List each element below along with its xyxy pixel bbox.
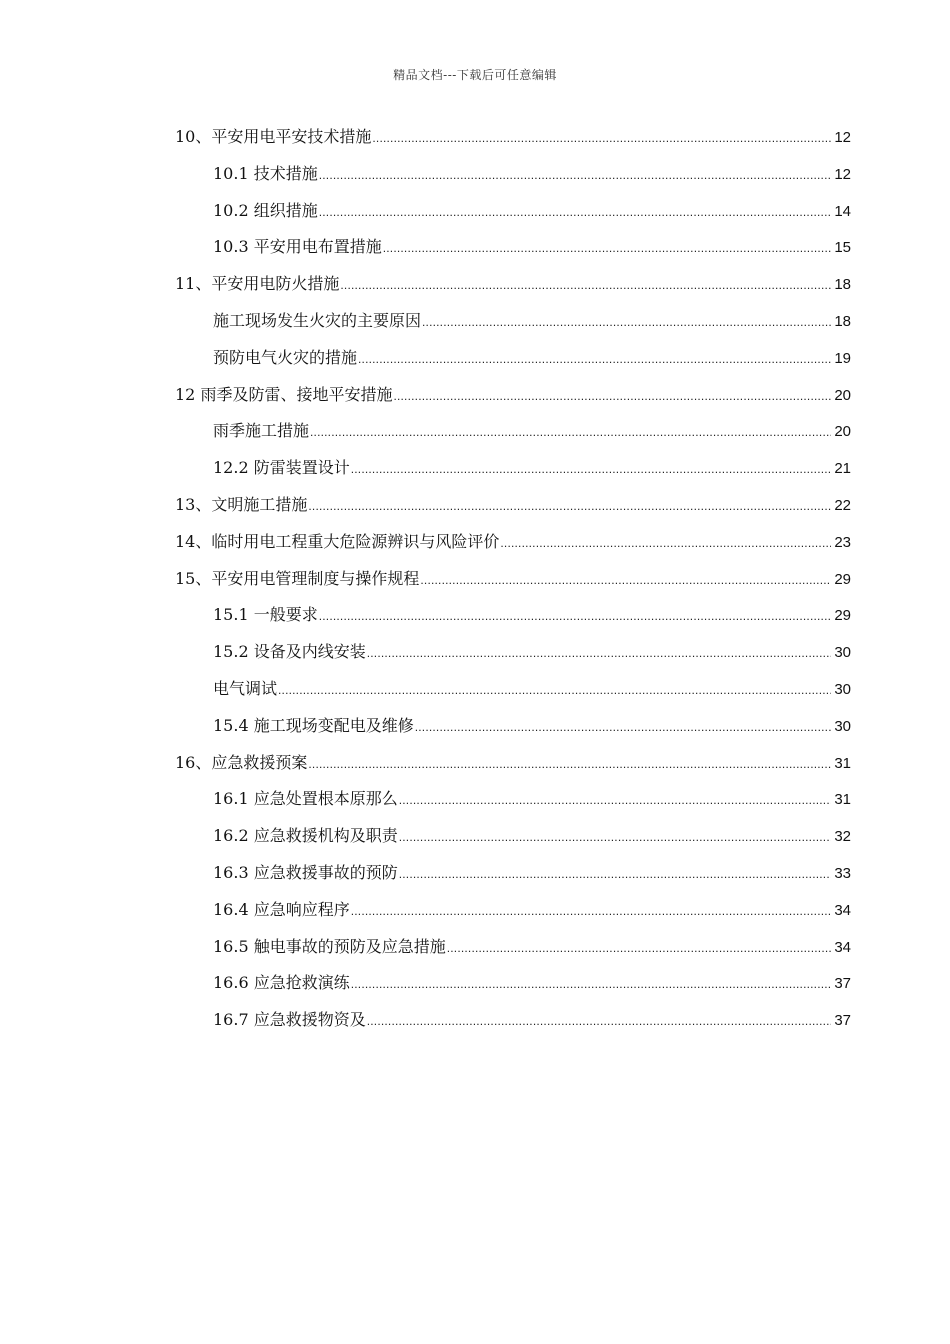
toc-entry[interactable]: [175, 340, 851, 377]
toc-entry-label: 10.2 组织措施: [213, 200, 318, 220]
toc-entry[interactable]: [175, 965, 851, 1002]
toc-entry-label: 施工现场发生火灾的主要原因: [213, 310, 422, 330]
toc-entry[interactable]: [175, 818, 851, 855]
toc-dot-leader: [351, 451, 831, 488]
toc-entry-page-number: 29: [834, 570, 851, 588]
toc-entry-page-number: 14: [834, 202, 851, 220]
toc-entry-page-number: 30: [834, 680, 851, 698]
toc-entry-label: 12 雨季及防雷、接地平安措施: [175, 384, 393, 404]
toc-entry-page-number: 15: [834, 239, 851, 257]
toc-entry-page-number: 37: [834, 975, 851, 993]
toc-entry[interactable]: [175, 892, 851, 929]
toc-entry-label: 雨季施工措施: [213, 421, 310, 441]
toc-entry-label: 15.2 设备及内线安装: [213, 642, 366, 662]
toc-entry-label: 15.4 施工现场变配电及维修: [213, 715, 414, 735]
toc-entry-page-number: 30: [834, 717, 851, 735]
toc-entry[interactable]: [175, 671, 851, 708]
toc-dot-leader: [447, 930, 831, 967]
toc-dot-leader: [420, 562, 831, 599]
toc-entry-page-number: 30: [834, 644, 851, 662]
toc-dot-leader: [422, 304, 831, 341]
toc-entry-label: 16.7 应急救援物资及: [213, 1010, 366, 1030]
toc-dot-leader: [383, 230, 831, 267]
toc-entry-page-number: 37: [834, 1012, 851, 1030]
toc-entry-page-number: 29: [834, 607, 851, 625]
toc-dot-leader: [399, 856, 831, 893]
toc-entry-page-number: 12: [834, 165, 851, 183]
toc-entry[interactable]: [175, 524, 851, 561]
page-header: 精品文档---下载后可任意编辑: [393, 68, 557, 82]
toc-entry-label: 10.1 技术措施: [213, 163, 318, 183]
toc-dot-leader: [310, 414, 831, 451]
toc-entry-page-number: 20: [834, 386, 851, 404]
toc-dot-leader: [278, 672, 831, 709]
toc-dot-leader: [351, 966, 831, 1003]
toc-entry-label: 15、平安用电管理制度与操作规程: [175, 568, 420, 588]
toc-entry-label: 16.5 触电事故的预防及应急措施: [213, 936, 446, 956]
toc-dot-leader: [367, 1003, 831, 1040]
toc-entry-label: 11、平安用电防火措施: [175, 274, 340, 294]
toc-dot-leader: [372, 120, 831, 157]
toc-entry[interactable]: [175, 781, 851, 818]
toc-entry-label: 12.2 防雷装置设计: [213, 458, 350, 478]
toc-entry-label: 16.2 应急救援机构及职责: [213, 826, 398, 846]
toc-entry[interactable]: [175, 156, 851, 193]
toc-entry-page-number: 32: [834, 828, 851, 846]
toc-entry-page-number: 19: [834, 349, 851, 367]
toc-entry-label: 15.1 一般要求: [213, 605, 318, 625]
toc-entry-label: 16、应急救援预案: [175, 752, 308, 772]
toc-entry[interactable]: [175, 561, 851, 598]
toc-dot-leader: [367, 635, 831, 672]
toc-entry-page-number: 31: [834, 791, 851, 809]
toc-entry[interactable]: [175, 266, 851, 303]
toc-entry-page-number: 31: [834, 754, 851, 772]
toc-dot-leader: [500, 525, 831, 562]
toc-entry[interactable]: [175, 929, 851, 966]
toc-entry-label: 16.4 应急响应程序: [213, 899, 350, 919]
toc-entry-page-number: 12: [834, 129, 851, 146]
toc-entry-label: 16.3 应急救援事故的预防: [213, 862, 398, 882]
toc-entry-label: 16.6 应急抢救演练: [213, 973, 350, 993]
toc-dot-leader: [358, 341, 831, 378]
toc-entry-label: 预防电气火灾的措施: [213, 347, 358, 367]
toc-dot-leader: [308, 746, 831, 783]
toc-entry[interactable]: [175, 450, 851, 487]
toc-dot-leader: [393, 378, 831, 415]
toc-entry[interactable]: [175, 745, 851, 782]
toc-entry-page-number: 22: [834, 496, 851, 514]
toc-entry[interactable]: [175, 413, 851, 450]
toc-entry[interactable]: [175, 119, 851, 156]
toc-entry-page-number: 20: [834, 423, 851, 441]
toc-entry-page-number: 34: [834, 901, 851, 919]
toc-dot-leader: [308, 488, 831, 525]
toc-entry-page-number: 18: [834, 312, 851, 330]
toc-entry-page-number: 23: [834, 533, 851, 551]
toc-entry[interactable]: [175, 855, 851, 892]
toc-entry-label: 电气调试: [213, 678, 278, 698]
toc-entry[interactable]: [175, 634, 851, 671]
toc-dot-leader: [415, 709, 831, 746]
toc-entry[interactable]: [175, 193, 851, 230]
toc-entry[interactable]: [175, 229, 851, 266]
toc-dot-leader: [399, 819, 831, 856]
toc-entry[interactable]: [175, 597, 851, 634]
toc-entry-page-number: 34: [834, 938, 851, 956]
toc-entry-label: 13、文明施工措施: [175, 494, 308, 514]
toc-entry-page-number: 33: [834, 864, 851, 882]
toc-entry[interactable]: [175, 708, 851, 745]
table-of-contents: [175, 119, 851, 1039]
toc-entry[interactable]: [175, 377, 851, 414]
toc-dot-leader: [319, 157, 831, 194]
toc-entry[interactable]: [175, 303, 851, 340]
toc-dot-leader: [319, 598, 831, 635]
toc-entry-label: 10、平安用电平安技术措施: [175, 127, 372, 146]
toc-entry-page-number: 18: [834, 276, 851, 294]
toc-dot-leader: [399, 782, 831, 819]
toc-dot-leader: [351, 893, 831, 930]
toc-entry[interactable]: [175, 1002, 851, 1039]
toc-entry[interactable]: [175, 487, 851, 524]
toc-entry-label: 14、临时用电工程重大危险源辨识与风险评价: [175, 531, 500, 551]
toc-entry-label: 10.3 平安用电布置措施: [213, 237, 382, 257]
toc-dot-leader: [340, 267, 831, 304]
toc-entry-label: 16.1 应急处置根本原那么: [213, 789, 398, 809]
toc-entry-page-number: 21: [834, 460, 851, 478]
toc-dot-leader: [319, 194, 831, 231]
